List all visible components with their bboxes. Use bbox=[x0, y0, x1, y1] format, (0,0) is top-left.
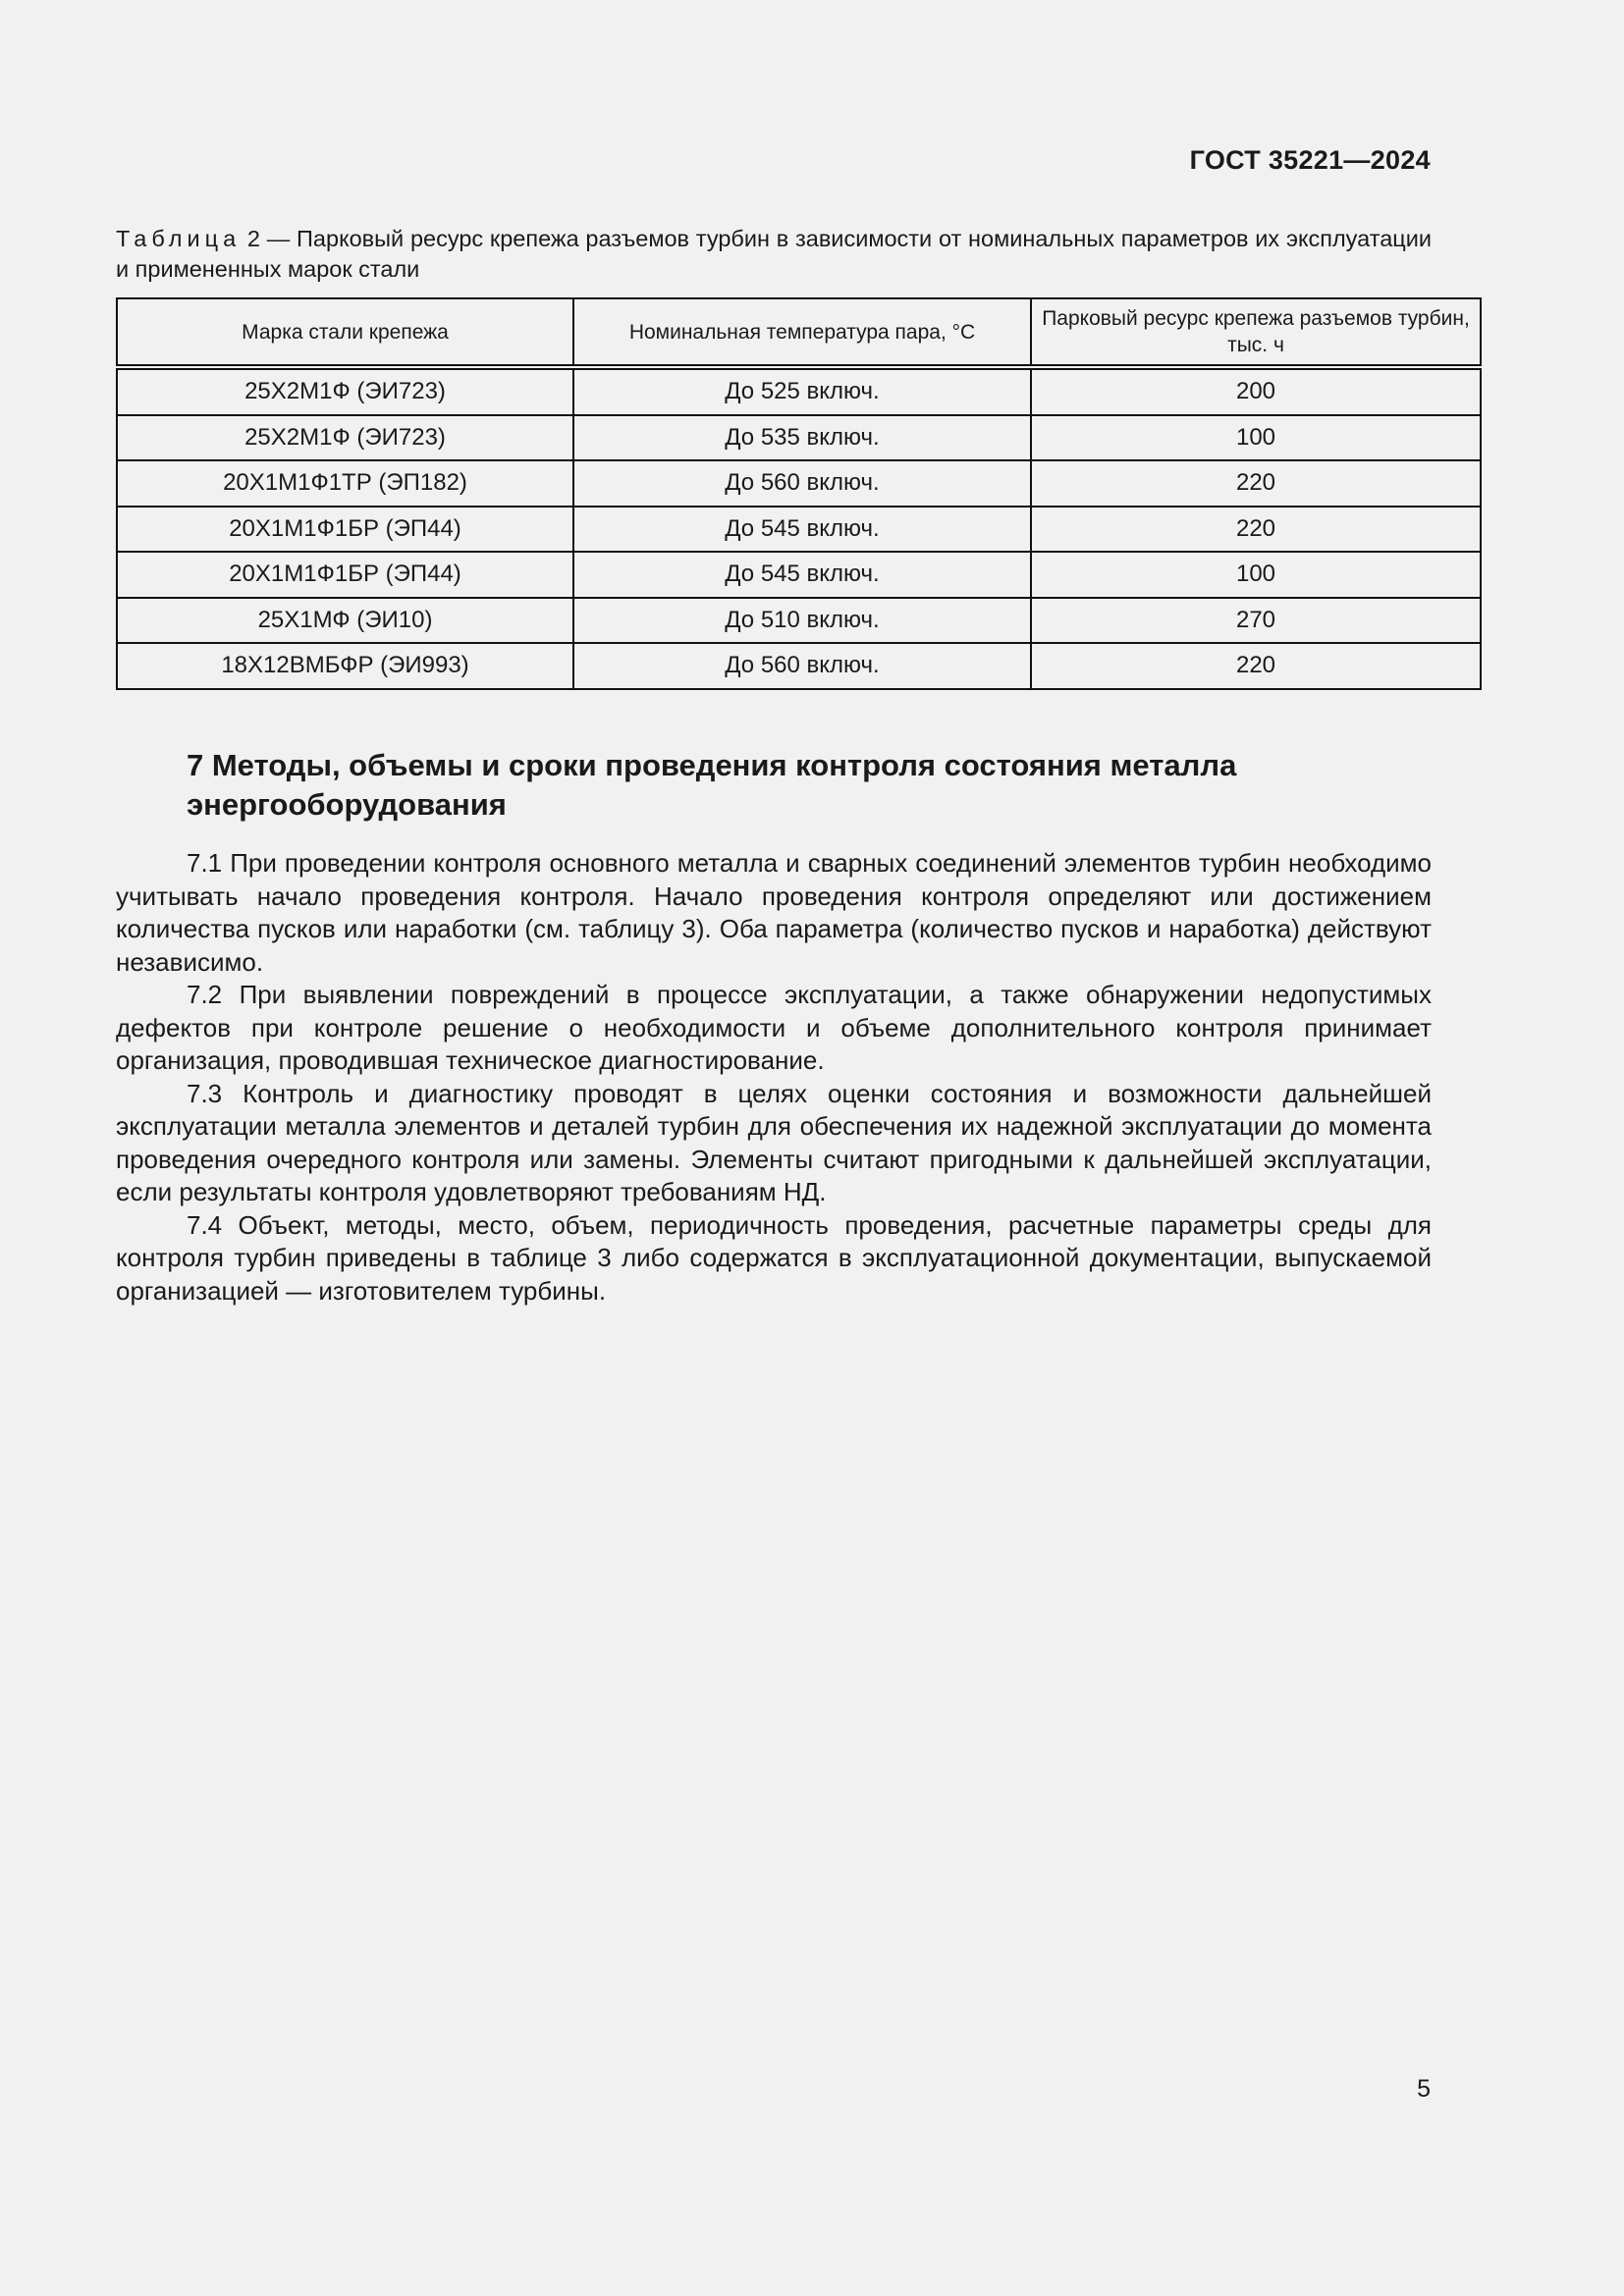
column-header-temperature: Номинальная температура пара, °С bbox=[573, 298, 1031, 367]
cell-steel-grade: 25Х1МФ (ЭИ10) bbox=[117, 598, 573, 644]
cell-steel-grade: 20Х1М1Ф1БР (ЭП44) bbox=[117, 507, 573, 553]
table-caption-label: Таблица bbox=[116, 226, 242, 251]
cell-steel-grade: 20Х1М1Ф1ТР (ЭП182) bbox=[117, 460, 573, 507]
page-number: 5 bbox=[1417, 2075, 1431, 2103]
cell-temperature: До 545 включ. bbox=[573, 552, 1031, 598]
paragraph-7-4: 7.4 Объект, методы, место, объем, периодичность проведения, расчетные параметры среды для контроля турбин приведены в таблице 3 либо содержатся в эксплуатационной документации, выпускаемой организацией — изготовителем турбины. bbox=[116, 1209, 1432, 1306]
cell-resource: 220 bbox=[1031, 643, 1481, 689]
cell-temperature: До 525 включ. bbox=[573, 367, 1031, 415]
table-row bbox=[117, 598, 1481, 644]
cell-steel-grade: 18Х12ВМБФР (ЭИ993) bbox=[117, 643, 573, 689]
cell-resource: 220 bbox=[1031, 460, 1481, 507]
table-row bbox=[117, 415, 1481, 461]
paragraph-7-3: 7.3 Контроль и диагностику проводят в целях оценки состояния и возможности дальнейшей эксплуатации металла элементов и деталей турбин для обеспечения их надежной эксплуатации до момента проведения очередного контроля или замены. Элементы считают пригодными к дальнейшей эксплуатации, если результаты контроля удовлетворяют требованиям НД. bbox=[116, 1078, 1432, 1206]
cell-temperature: До 510 включ. bbox=[573, 598, 1031, 644]
table-header-row bbox=[117, 298, 1481, 367]
table-row bbox=[117, 643, 1481, 689]
cell-resource: 220 bbox=[1031, 507, 1481, 553]
paragraph-7-1: 7.1 При проведении контроля основного металла и сварных соединений элементов турбин необходимо учитывать начало проведения контроля. Начало проведения контроля определяют или достижением количества пусков или наработки (см. таблицу 3). Оба параметра (количество пусков и наработка) действуют независимо. bbox=[116, 848, 1432, 977]
cell-resource: 100 bbox=[1031, 415, 1481, 461]
column-header-resource: Парковый ресурс крепежа разъемов турбин, тыс. ч bbox=[1031, 298, 1481, 367]
table-caption bbox=[116, 224, 1432, 285]
paragraph-7-2: 7.2 При выявлении повреждений в процессе эксплуатации, а также обнаружении недопустимых дефектов при контроле решение о необходимости и объеме дополнительного контроля принимает организация, проводившая техническое диагностирование. bbox=[116, 980, 1432, 1075]
cell-temperature: До 560 включ. bbox=[573, 460, 1031, 507]
table-row bbox=[117, 367, 1481, 415]
section-body bbox=[116, 847, 1432, 1308]
table-caption-text: 2 — Парковый ресурс крепежа разъемов турбин в зависимости от номинальных параметров их эксплуатации и примененных марок стали bbox=[116, 226, 1432, 282]
cell-temperature: До 545 включ. bbox=[573, 507, 1031, 553]
cell-resource: 270 bbox=[1031, 598, 1481, 644]
cell-temperature: До 535 включ. bbox=[573, 415, 1031, 461]
table-row bbox=[117, 552, 1481, 598]
cell-steel-grade: 25Х2М1Ф (ЭИ723) bbox=[117, 367, 573, 415]
resource-table bbox=[116, 297, 1482, 690]
table-row bbox=[117, 507, 1481, 553]
document-code: ГОСТ 35221—2024 bbox=[1189, 145, 1431, 175]
cell-resource: 100 bbox=[1031, 552, 1481, 598]
section-heading: 7 Методы, объемы и сроки проведения контроля состояния металла энергооборудования bbox=[187, 748, 1237, 822]
cell-temperature: До 560 включ. bbox=[573, 643, 1031, 689]
cell-resource: 200 bbox=[1031, 367, 1481, 415]
cell-steel-grade: 20Х1М1Ф1БР (ЭП44) bbox=[117, 552, 573, 598]
cell-steel-grade: 25Х2М1Ф (ЭИ723) bbox=[117, 415, 573, 461]
table-row bbox=[117, 460, 1481, 507]
column-header-steel-grade: Марка стали крепежа bbox=[117, 298, 573, 367]
